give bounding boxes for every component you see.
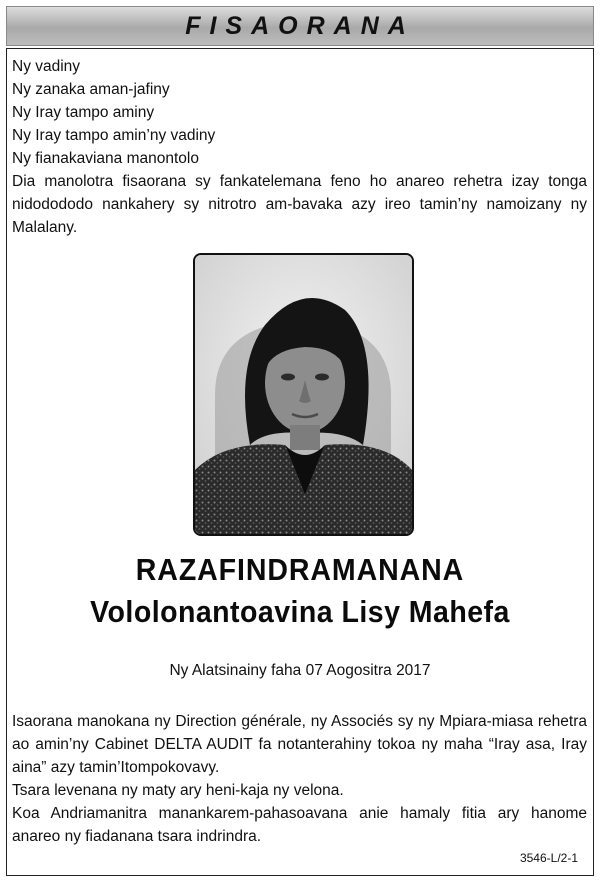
closing-paragraph: Koa Andriamanitra manankarem-pahasoavana anie hamaly fitia ary hanome anareo ny fiadanana tsara indrindra. (12, 805, 587, 845)
deceased-surname: RAZAFINDRAMANANA (135, 552, 465, 587)
deceased-given-names: Vololonantoavina Lisy Mahefa (90, 594, 510, 629)
page-title: FISAORANA (185, 11, 415, 40)
family-line: Ny Iray tampo amin’ny vadiny (12, 127, 216, 144)
closing-paragraph: Isaorana manokana ny Direction générale, ny Associés sy ny Mpiara-miasa rehetra ao amin’ny Cabinet DELTA AUDIT fa notanterahiny tokoa ny maha “Iray asa, Iray aina” azy tamin’Itompokovavy. (12, 713, 587, 776)
family-line: Ny fianakaviana manontolo (12, 150, 199, 167)
closing-line: Tsara levenana ny maty ary heni-kaja ny velona. (12, 782, 344, 799)
portrait-photo (193, 253, 414, 536)
date-line: Ny Alatsinainy faha 07 Aogositra 2017 (169, 662, 431, 679)
reference-code: 3546-L/2-1 (519, 851, 578, 865)
header-banner (6, 6, 594, 46)
thanks-paragraph: Dia manolotra fisaorana sy fankatelemana feno ho anareo rehetra izay tonga nidodododo nankahery sy nitrotro am-bavaka azy ireo tamin’ny namoizany ny Malalany. (12, 173, 587, 236)
intro-block (12, 55, 587, 239)
closing-block (12, 710, 587, 848)
family-line: Ny vadiny (12, 58, 81, 75)
family-line: Ny Iray tampo aminy (12, 104, 155, 121)
portrait-image (195, 255, 412, 534)
family-line: Ny zanaka aman-jafiny (12, 81, 170, 98)
